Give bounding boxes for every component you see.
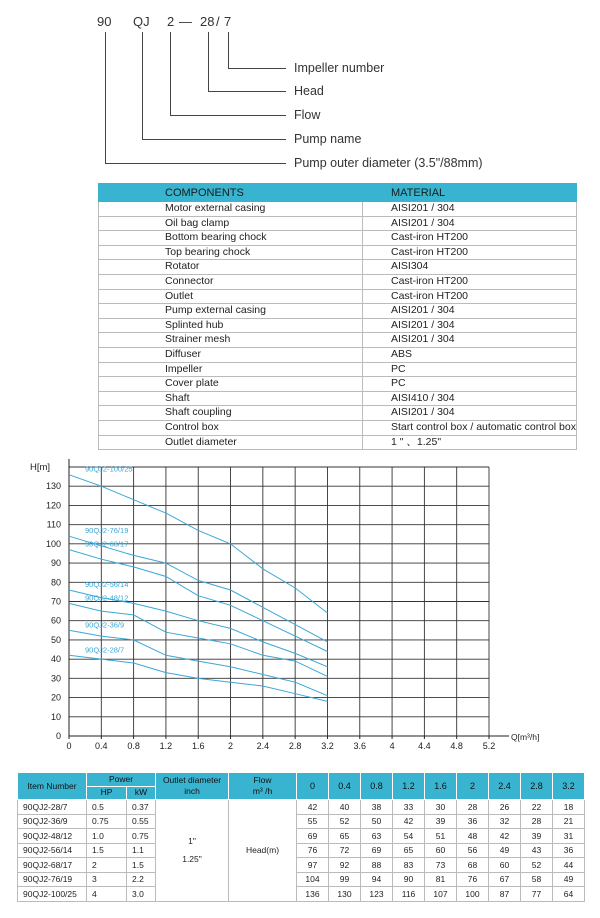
kw-cell: 0.75 (127, 829, 156, 844)
head-value-cell: 21 (553, 814, 585, 829)
performance-row (18, 843, 585, 858)
material-cell: AISI201 / 304 (362, 216, 576, 231)
component-cell: Cover plate (99, 377, 363, 392)
performance-row (18, 872, 585, 887)
head-value-cell: 92 (329, 858, 361, 873)
hp-cell: 4 (87, 887, 127, 902)
leader-line (170, 32, 171, 115)
materials-row (99, 347, 577, 362)
materials-row (99, 245, 577, 260)
head-value-cell: 51 (425, 829, 457, 844)
code-part-dash: — (179, 14, 192, 29)
materials-body (99, 202, 577, 450)
series-label: 90QJ2-68/17 (85, 539, 129, 549)
x-tick-label: 4 (389, 741, 395, 750)
head-value-cell: 49 (553, 872, 585, 887)
label-flow: Flow (294, 108, 321, 122)
materials-row (99, 231, 577, 246)
label-outer-diameter: Pump outer diameter (3.5"/88mm) (294, 156, 483, 170)
head-value-cell: 68 (457, 858, 489, 873)
materials-row (99, 318, 577, 333)
head-value-cell: 94 (361, 872, 393, 887)
x-tick-label: 1.2 (159, 741, 173, 750)
material-cell: Cast-iron HT200 (362, 245, 576, 260)
header-flow-value: 0.4 (329, 773, 361, 800)
component-cell: Pump external casing (99, 304, 363, 319)
head-value-cell: 42 (393, 814, 425, 829)
head-value-cell: 77 (521, 887, 553, 902)
materials-row (99, 289, 577, 304)
component-cell: Strainer mesh (99, 333, 363, 348)
leader-line (208, 91, 286, 92)
head-value-cell: 54 (393, 829, 425, 844)
leader-line (142, 139, 286, 140)
materials-row (99, 362, 577, 377)
leader-line (228, 32, 229, 68)
x-axis-label: Q[m³/h] (511, 732, 540, 742)
materials-row (99, 391, 577, 406)
header-flow-line-2: m³ /h (252, 786, 273, 796)
component-cell: Connector (99, 274, 363, 289)
component-cell: Oil bag clamp (99, 216, 363, 231)
head-value-cell: 38 (361, 800, 393, 815)
x-tick-label: 3.6 (353, 741, 367, 750)
head-value-cell: 69 (361, 843, 393, 858)
component-cell: Outlet diameter (99, 435, 363, 450)
head-value-cell: 76 (297, 843, 329, 858)
performance-row (18, 887, 585, 902)
item-number-cell: 90QJ2-28/7 (18, 800, 87, 815)
material-cell: AISI201 / 304 (362, 406, 576, 421)
head-value-cell: 104 (297, 872, 329, 887)
header-flow-value: 2.8 (521, 773, 553, 800)
kw-cell: 3.0 (127, 887, 156, 902)
materials-header-row (99, 184, 577, 202)
head-value-cell: 36 (553, 843, 585, 858)
materials-row (99, 216, 577, 231)
head-value-cell: 97 (297, 858, 329, 873)
header-flow-value: 1.6 (425, 773, 457, 800)
y-tick-label: 120 (45, 500, 61, 511)
material-cell: AISI201 / 304 (362, 304, 576, 319)
head-value-cell: 30 (425, 800, 457, 815)
component-cell: Rotator (99, 260, 363, 275)
material-cell: PC (362, 377, 576, 392)
performance-row (18, 800, 585, 815)
head-value-cell: 67 (489, 872, 521, 887)
head-value-cell: 42 (489, 829, 521, 844)
y-tick-label: 90 (50, 558, 61, 569)
head-value-cell: 39 (425, 814, 457, 829)
head-value-cell: 83 (393, 858, 425, 873)
head-value-cell: 63 (361, 829, 393, 844)
material-cell: Cast-iron HT200 (362, 231, 576, 246)
y-tick-label: 100 (45, 538, 61, 549)
y-tick-label: 130 (45, 481, 61, 492)
header-outlet-line-1: Outlet diameter (162, 775, 222, 785)
header-flow-value: 0 (297, 773, 329, 800)
x-tick-label: 3.2 (321, 741, 334, 750)
x-tick-label: 4.8 (450, 741, 463, 750)
head-value-cell: 49 (489, 843, 521, 858)
material-cell: AISI201 / 304 (362, 318, 576, 333)
head-value-cell: 88 (361, 858, 393, 873)
header-flow-value: 2.4 (489, 773, 521, 800)
leader-line (105, 32, 106, 163)
outlet-diameter-cell (156, 800, 229, 902)
materials-row (99, 406, 577, 421)
head-value-cell: 44 (553, 858, 585, 873)
head-value-cell: 64 (553, 887, 585, 902)
head-value-cell: 28 (457, 800, 489, 815)
material-cell: 1 " 、1.25" (362, 435, 576, 450)
kw-cell: 1.1 (127, 843, 156, 858)
head-value-cell: 73 (425, 858, 457, 873)
head-value-cell: 31 (553, 829, 585, 844)
head-value-cell: 22 (521, 800, 553, 815)
kw-cell: 0.37 (127, 800, 156, 815)
y-tick-label: 70 (50, 596, 61, 607)
materials-row (99, 260, 577, 275)
component-cell: Outlet (99, 289, 363, 304)
x-tick-label: 2 (228, 741, 234, 750)
head-value-cell: 130 (329, 887, 361, 902)
head-value-cell: 100 (457, 887, 489, 902)
head-value-cell: 52 (329, 814, 361, 829)
component-cell: Shaft coupling (99, 406, 363, 421)
header-outlet-line-2: inch (184, 786, 200, 796)
material-cell: Cast-iron HT200 (362, 289, 576, 304)
head-value-cell: 58 (521, 872, 553, 887)
x-tick-label: 0.8 (127, 741, 140, 750)
item-number-cell: 90QJ2-36/9 (18, 814, 87, 829)
x-tick-label: 2.4 (256, 741, 270, 750)
head-value-cell: 33 (393, 800, 425, 815)
x-tick-label: 5.2 (482, 741, 496, 750)
header-item-number: Item Number (18, 773, 87, 800)
series-label: 90QJ2-56/14 (85, 579, 129, 589)
materials-row (99, 377, 577, 392)
outlet-value: 1" (188, 836, 196, 847)
materials-table (98, 183, 577, 450)
component-cell: Control box (99, 420, 363, 435)
code-part-diameter: 90 (97, 14, 112, 29)
model-code-diagram (0, 0, 600, 175)
performance-row (18, 814, 585, 829)
leader-line (170, 115, 286, 116)
header-flow-value: 1.2 (393, 773, 425, 800)
component-cell: Top bearing chock (99, 245, 363, 260)
kw-cell: 0.55 (127, 814, 156, 829)
head-value-cell: 50 (361, 814, 393, 829)
y-tick-label: 50 (50, 634, 61, 645)
material-cell: AISI201 / 304 (362, 202, 576, 217)
component-cell: Bottom bearing chock (99, 231, 363, 246)
header-flow (229, 773, 297, 800)
head-label-cell: Head(m) (229, 800, 297, 902)
head-value-cell: 52 (521, 858, 553, 873)
head-value-cell: 28 (521, 814, 553, 829)
head-value-cell: 40 (329, 800, 361, 815)
series-label: 90QJ2-28/7 (85, 645, 125, 655)
series-label: 90QJ2-36/9 (85, 620, 125, 630)
head-value-cell: 56 (457, 843, 489, 858)
hp-cell: 3 (87, 872, 127, 887)
series-label: 90QJ2-76/19 (85, 526, 129, 536)
series-label: 90QJ2-100/25 (85, 464, 133, 474)
label-impeller-number: Impeller number (294, 61, 385, 75)
header-kw: kW (127, 786, 156, 800)
y-tick-label: 20 (50, 692, 61, 703)
y-tick-label: 10 (50, 711, 61, 722)
label-head: Head (294, 84, 324, 98)
head-value-cell: 42 (297, 800, 329, 815)
y-tick-label: 30 (50, 673, 61, 684)
item-number-cell: 90QJ2-100/25 (18, 887, 87, 902)
head-value-cell: 36 (457, 814, 489, 829)
leader-line (208, 32, 209, 91)
component-cell: Diffuser (99, 347, 363, 362)
header-material: MATERIAL (362, 184, 576, 202)
head-value-cell: 90 (393, 872, 425, 887)
component-cell: Motor external casing (99, 202, 363, 217)
material-cell: Start control box / automatic control box (362, 420, 576, 435)
material-cell: AISI304 (362, 260, 576, 275)
performance-body (18, 800, 585, 902)
head-value-cell: 107 (425, 887, 457, 902)
head-value-cell: 65 (393, 843, 425, 858)
head-value-cell: 32 (489, 814, 521, 829)
head-flow-chart (30, 455, 570, 750)
header-components: COMPONENTS (99, 184, 363, 202)
head-value-cell: 69 (297, 829, 329, 844)
performance-row (18, 829, 585, 844)
head-value-cell: 99 (329, 872, 361, 887)
head-value-cell: 18 (553, 800, 585, 815)
hp-cell: 2 (87, 858, 127, 873)
materials-row (99, 435, 577, 450)
header-flow-line-1: Flow (253, 775, 272, 785)
code-part-flow: 2 (167, 14, 175, 29)
y-tick-label: 110 (46, 519, 61, 530)
x-tick-label: 0.4 (95, 741, 108, 750)
head-value-cell: 65 (329, 829, 361, 844)
x-tick-label: 1.6 (191, 741, 205, 750)
x-tick-label: 4.4 (418, 741, 431, 750)
y-tick-label: 0 (55, 731, 61, 741)
head-value-cell: 72 (329, 843, 361, 858)
code-part-slash: / (216, 14, 220, 29)
item-number-cell: 90QJ2-48/12 (18, 829, 87, 844)
component-cell: Splinted hub (99, 318, 363, 333)
series-label: 90QJ2-48/12 (85, 593, 129, 603)
x-tick-label: 2.8 (288, 741, 302, 750)
material-cell: ABS (362, 347, 576, 362)
performance-table (17, 772, 585, 902)
material-cell: AISI201 / 304 (362, 333, 576, 348)
materials-row (99, 333, 577, 348)
head-value-cell: 55 (297, 814, 329, 829)
head-value-cell: 48 (457, 829, 489, 844)
y-tick-label: 80 (50, 577, 61, 588)
component-cell: Shaft (99, 391, 363, 406)
header-flow-value: 0.8 (361, 773, 393, 800)
hp-cell: 1.0 (87, 829, 127, 844)
head-value-cell: 123 (361, 887, 393, 902)
item-number-cell: 90QJ2-76/19 (18, 872, 87, 887)
hp-cell: 0.5 (87, 800, 127, 815)
head-value-cell: 60 (425, 843, 457, 858)
leader-line (228, 68, 286, 69)
leader-line (105, 163, 286, 164)
header-power: Power (87, 773, 156, 787)
y-tick-label: 40 (50, 654, 61, 665)
y-tick-label: 60 (50, 615, 61, 626)
code-part-head: 28 (200, 14, 215, 29)
outlet-value: 1.25" (182, 854, 202, 865)
head-value-cell: 60 (489, 858, 521, 873)
item-number-cell: 90QJ2-68/17 (18, 858, 87, 873)
head-value-cell: 76 (457, 872, 489, 887)
head-value-cell: 87 (489, 887, 521, 902)
header-hp: HP (87, 786, 127, 800)
kw-cell: 1.5 (127, 858, 156, 873)
head-value-cell: 116 (393, 887, 425, 902)
materials-row (99, 274, 577, 289)
leader-line (142, 32, 143, 139)
materials-row (99, 202, 577, 217)
performance-row (18, 858, 585, 873)
head-value-cell: 136 (297, 887, 329, 902)
header-outlet-diameter (156, 773, 229, 800)
label-pump-name: Pump name (294, 132, 362, 146)
head-value-cell: 81 (425, 872, 457, 887)
materials-row (99, 420, 577, 435)
head-value-cell: 26 (489, 800, 521, 815)
material-cell: PC (362, 362, 576, 377)
x-tick-label: 0 (66, 741, 72, 750)
header-flow-value: 3.2 (553, 773, 585, 800)
head-value-cell: 39 (521, 829, 553, 844)
materials-row (99, 304, 577, 319)
code-part-impeller: 7 (224, 14, 232, 29)
kw-cell: 2.2 (127, 872, 156, 887)
hp-cell: 0.75 (87, 814, 127, 829)
header-flow-value: 2 (457, 773, 489, 800)
hp-cell: 1.5 (87, 843, 127, 858)
perf-header-row-1 (18, 773, 585, 787)
item-number-cell: 90QJ2-56/14 (18, 843, 87, 858)
head-value-cell: 43 (521, 843, 553, 858)
y-axis-label: H[m] (30, 462, 51, 473)
component-cell: Impeller (99, 362, 363, 377)
code-part-name: QJ (133, 14, 150, 29)
material-cell: Cast-iron HT200 (362, 274, 576, 289)
material-cell: AISI410 / 304 (362, 391, 576, 406)
